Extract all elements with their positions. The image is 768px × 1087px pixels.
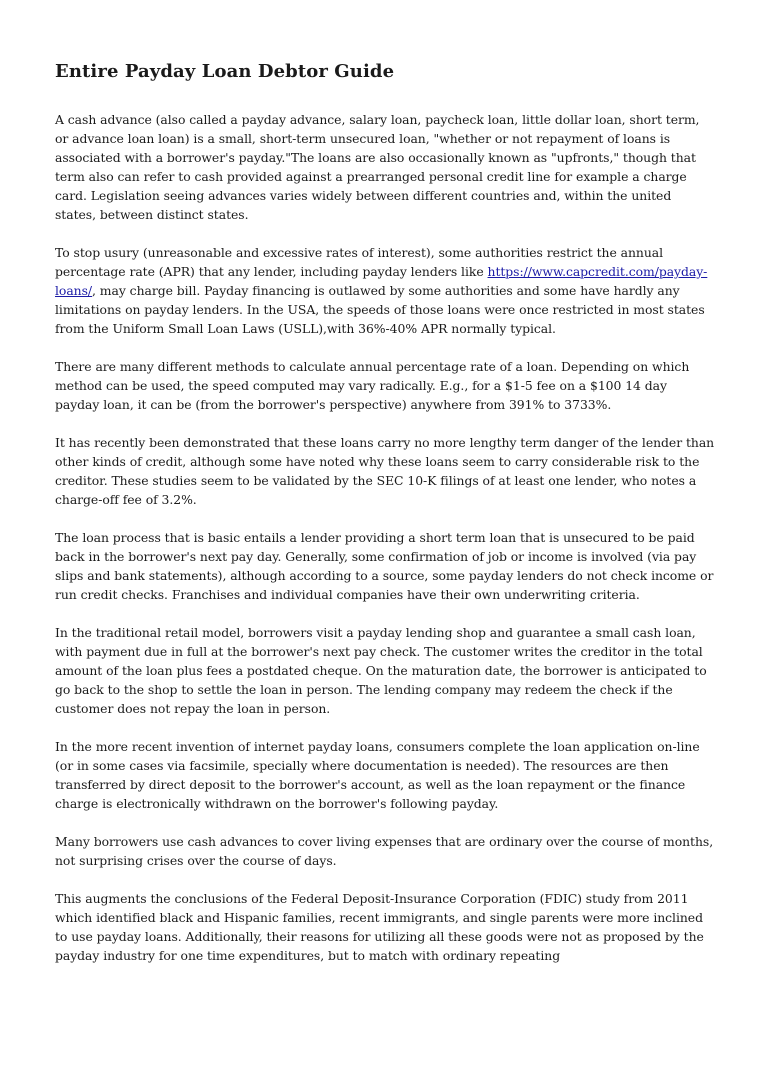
paragraph-5: The loan process that is basic entails a lender providing a short term loan that is unsecured to be paid back in the borrower's next pay day. Generally, some confirmation of job or income is involved (via pay slips and bank statements), although according to a source, some payday lenders do not check income or run credit checks. Franchises and individual companies have their own underwriting criteria. bbox=[55, 530, 714, 602]
paragraph-2-after: , may charge bill. Payday financing is outlawed by some authorities and some have hardly any limitations on payday lenders. In the USA, the speeds of those loans were once restricted in most states from the Uniform Small Loan Laws (USLL),with 36%-40% APR normally typical. bbox=[55, 283, 705, 336]
capcredit-link[interactable]: https://www.capcredit.com/payday-loans/ bbox=[55, 264, 708, 298]
paragraph-2 bbox=[55, 243, 715, 338]
paragraph-4: It has recently been demonstrated that these loans carry no more lengthy term danger of the lender than other kinds of credit, although some have noted why these loans seem to carry considerable risk to the creditor. These studies seem to be validated by the SEC 10-K filings of at least one lender, who notes a charge-off fee of 3.2%. bbox=[55, 435, 715, 507]
paragraph-7: In the more recent invention of internet payday loans, consumers complete the loan application on-line (or in some cases via facsimile, specially where documentation is needed). The resources are then transferred by direct deposit to the borrower's account, as well as the loan repayment or the finance charge is electronically withdrawn on the borrower's following payday. bbox=[55, 739, 700, 811]
document-page bbox=[55, 58, 715, 984]
paragraph-2-before: To stop usury (unreasonable and excessive rates of interest), some authorities restrict the annual percentage rate (APR) that any lender, including payday lenders like bbox=[55, 245, 664, 279]
paragraph-8: Many borrowers use cash advances to cover living expenses that are ordinary over the course of months, not surprising crises over the course of days. bbox=[55, 834, 714, 868]
paragraph-1: A cash advance (also called a payday advance, salary loan, paycheck loan, little dollar loan, short term, or advance loan loan) is a small, short-term unsecured loan, "whether or not repayment of loans is associated with a borrower's payday."The loans are also occasionally known as "upfronts," though that term also can refer to cash provided against a prearranged personal credit line for example a charge card. Legislation seeing advances varies widely between different countries and, within the united states, between distinct states. bbox=[55, 112, 700, 222]
paragraph-6: In the traditional retail model, borrowers visit a payday lending shop and guarantee a small cash loan, with payment due in full at the borrower's next pay check. The customer writes the creditor in the total amount of the loan plus fees a postdated cheque. On the maturation date, the borrower is anticipated to go back to the shop to settle the loan in person. The lending company may redeem the check if the customer does not repay the loan in person. bbox=[55, 625, 707, 716]
paragraph-9: This augments the conclusions of the Federal Deposit-Insurance Corporation (FDIC) study from 2011 which identified black and Hispanic families, recent immigrants, and single parents were more inclined to use payday loans. Additionally, their reasons for utilizing all these goods were not as proposed by the payday industry for one time expenditures, but to match with ordinary repeating bbox=[55, 891, 704, 963]
document-title: Entire Payday Loan Debtor Guide bbox=[55, 61, 395, 82]
paragraph-3: There are many different methods to calculate annual percentage rate of a loan. Depending on which method can be used, the speed computed may vary radically. E.g., for a $1-5 fee on a $100 14 day payday loan, it can be (from the borrower's perspective) anywhere from 391% to 3733%. bbox=[55, 359, 690, 412]
